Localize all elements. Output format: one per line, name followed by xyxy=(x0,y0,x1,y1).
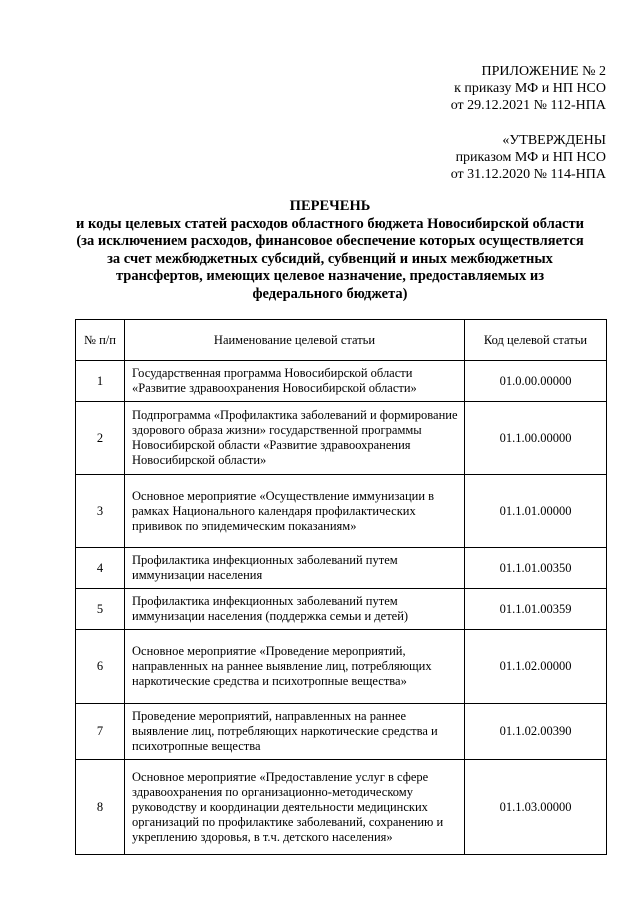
column-header-code: Код целевой статьи xyxy=(465,320,607,361)
article-code: 01.1.02.00390 xyxy=(465,704,607,760)
table-row xyxy=(76,548,607,589)
appendix-reference xyxy=(451,63,606,114)
title-line: и коды целевых статей расходов областного бюджета Новосибирской области xyxy=(76,215,584,232)
table-row xyxy=(76,361,607,402)
row-number: 2 xyxy=(76,402,125,475)
row-number: 8 xyxy=(76,760,125,855)
appendix-line: ПРИЛОЖЕНИЕ № 2 xyxy=(481,64,606,79)
appendix-line: от 29.12.2021 № 112-НПА xyxy=(450,98,606,113)
table-row xyxy=(76,402,607,475)
row-number: 5 xyxy=(76,589,125,630)
approval-reference xyxy=(451,132,606,183)
article-name: Проведение мероприятий, направленных на раннее выявление лиц, потребляющих наркотические средства и психотропные вещества xyxy=(125,704,465,760)
title-heading: ПЕРЕЧЕНЬ xyxy=(289,198,371,214)
row-number: 1 xyxy=(76,361,125,402)
title-line: (за исключением расходов, финансовое обеспечение которых осуществляется xyxy=(76,233,584,249)
table-header-row xyxy=(76,320,607,361)
table-row xyxy=(76,630,607,704)
document-title xyxy=(60,198,600,303)
row-number: 6 xyxy=(76,630,125,704)
article-code: 01.1.03.00000 xyxy=(465,760,607,855)
row-number: 4 xyxy=(76,548,125,589)
appendix-line: к приказу МФ и НП НСО xyxy=(454,81,606,96)
article-code: 01.1.01.00359 xyxy=(465,589,607,630)
target-articles-table xyxy=(75,319,607,855)
article-code: 01.0.00.00000 xyxy=(465,361,607,402)
row-number: 3 xyxy=(76,475,125,548)
article-name: Профилактика инфекционных заболеваний путем иммунизации населения xyxy=(125,548,465,589)
table-row xyxy=(76,760,607,855)
article-name: Основное мероприятие «Проведение мероприятий, направленных на раннее выявление лиц, потребляющих наркотические средства и психотропные вещества» xyxy=(125,630,465,704)
approval-line: «УТВЕРЖДЕНЫ xyxy=(502,133,606,148)
article-name: Основное мероприятие «Предоставление услуг в сфере здравоохранения по организационно-методическому руководству и координации деятельности медицинских организаций по профилактике заболеваний, сохранению и укреплению здоровья, в т.ч. детского населения» xyxy=(125,760,465,855)
table-row xyxy=(76,475,607,548)
article-name: Основное мероприятие «Осуществление иммунизации в рамках Национального календаря профилактических прививок по эпидемическим показаниям» xyxy=(125,475,465,548)
title-line: федерального бюджета) xyxy=(252,285,408,302)
approval-line: от 31.12.2020 № 114-НПА xyxy=(450,167,606,182)
title-line: за счет межбюджетных субсидий, субвенций и иных межбюджетных xyxy=(107,250,553,267)
table-row xyxy=(76,589,607,630)
article-code: 01.1.02.00000 xyxy=(465,630,607,704)
row-number: 7 xyxy=(76,704,125,760)
table-row xyxy=(76,704,607,760)
article-code: 01.1.01.00000 xyxy=(465,475,607,548)
article-name: Государственная программа Новосибирской области «Развитие здравоохранения Новосибирской области» xyxy=(125,361,465,402)
article-name: Подпрограмма «Профилактика заболеваний и формирование здорового образа жизни» государственной программы Новосибирской области «Развитие здравоохранения Новосибирской области» xyxy=(125,402,465,475)
article-code: 01.1.00.00000 xyxy=(465,402,607,475)
article-name: Профилактика инфекционных заболеваний путем иммунизации населения (поддержка семьи и детей) xyxy=(125,589,465,630)
column-header-name: Наименование целевой статьи xyxy=(125,320,465,361)
title-line: трансфертов, имеющих целевое назначение, предоставляемых из xyxy=(115,268,545,284)
article-code: 01.1.01.00350 xyxy=(465,548,607,589)
column-header-number: № п/п xyxy=(76,320,125,361)
approval-line: приказом МФ и НП НСО xyxy=(455,150,606,165)
